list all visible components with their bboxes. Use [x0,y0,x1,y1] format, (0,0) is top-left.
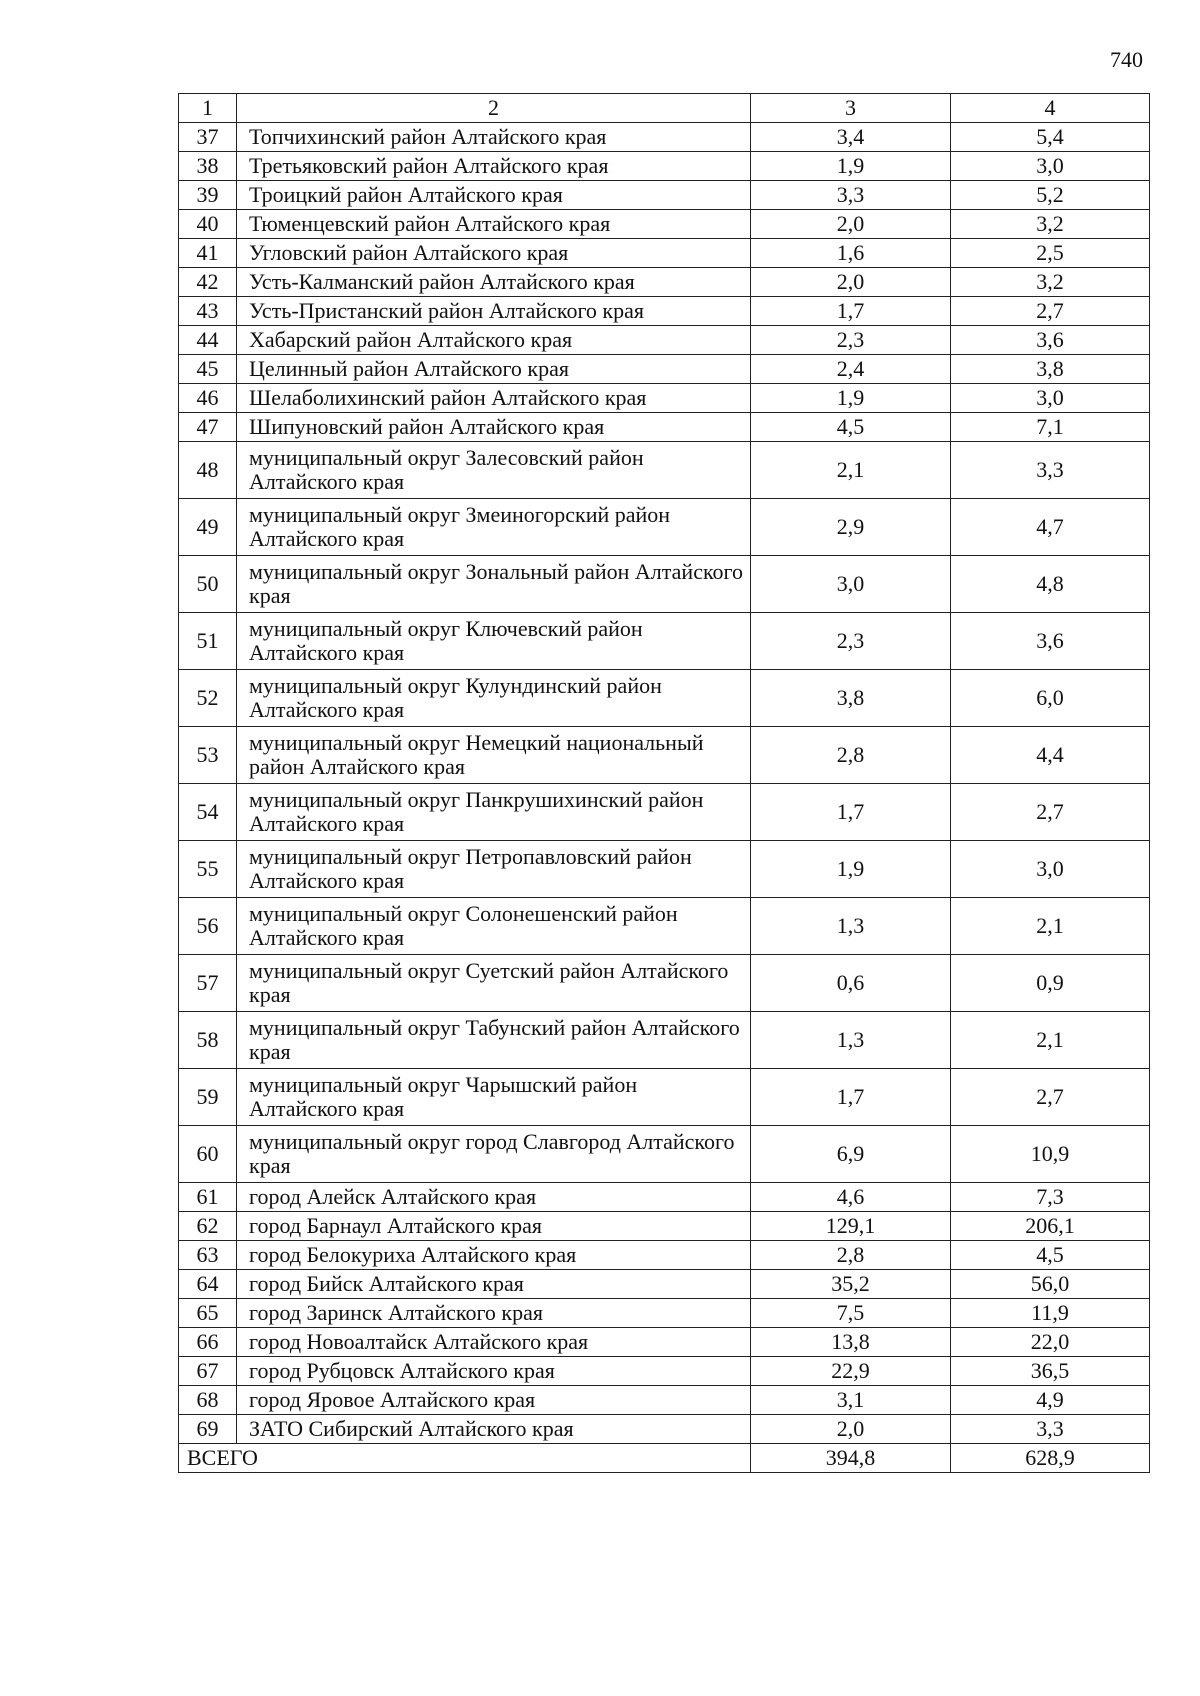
row-value-col4: 4,5 [951,1241,1150,1270]
row-value-col4: 5,2 [951,181,1150,210]
table-row [179,181,1150,210]
table-row [179,499,1150,556]
row-value-col3: 1,3 [751,898,951,955]
row-name: Шипуновский район Алтайского края [237,413,751,442]
row-value-col3: 2,4 [751,355,951,384]
row-number: 53 [179,727,237,784]
row-number: 54 [179,784,237,841]
total-label: ВСЕГО [179,1444,751,1473]
table-row [179,613,1150,670]
table-row [179,1299,1150,1328]
row-value-col3: 0,6 [751,955,951,1012]
row-number: 62 [179,1212,237,1241]
row-name: Топчихинский район Алтайского края [237,123,751,152]
row-name: город Алейск Алтайского края [237,1183,751,1212]
row-value-col3: 4,6 [751,1183,951,1212]
row-name: город Рубцовск Алтайского края [237,1357,751,1386]
row-value-col4: 56,0 [951,1270,1150,1299]
row-number: 64 [179,1270,237,1299]
row-value-col3: 1,3 [751,1012,951,1069]
row-value-col3: 1,9 [751,384,951,413]
row-value-col3: 2,8 [751,727,951,784]
row-value-col4: 7,3 [951,1183,1150,1212]
row-number: 59 [179,1069,237,1126]
total-value-c4: 628,9 [951,1444,1150,1473]
row-value-col4: 10,9 [951,1126,1150,1183]
row-number: 40 [179,210,237,239]
table-row [179,1069,1150,1126]
row-name: Тюменцевский район Алтайского края [237,210,751,239]
table-row [179,326,1150,355]
row-number: 45 [179,355,237,384]
row-number: 57 [179,955,237,1012]
row-value-col4: 3,3 [951,1415,1150,1444]
row-value-col4: 2,7 [951,1069,1150,1126]
row-name: муниципальный округ Ключевский район Алтайского края [237,613,751,670]
row-value-col4: 3,6 [951,326,1150,355]
row-value-col3: 4,5 [751,413,951,442]
row-value-col3: 2,8 [751,1241,951,1270]
row-value-col4: 0,9 [951,955,1150,1012]
row-name: муниципальный округ Змеиногорский район Алтайского края [237,499,751,556]
row-value-col4: 3,6 [951,613,1150,670]
row-value-col4: 4,8 [951,556,1150,613]
row-value-col4: 3,2 [951,210,1150,239]
row-value-col4: 22,0 [951,1328,1150,1357]
row-name: муниципальный округ Суетский район Алтайского края [237,955,751,1012]
row-number: 65 [179,1299,237,1328]
row-value-col3: 2,9 [751,499,951,556]
table-row [179,1126,1150,1183]
row-name: муниципальный округ Солонешенский район Алтайского края [237,898,751,955]
row-number: 51 [179,613,237,670]
table-row [179,442,1150,499]
row-name: муниципальный округ Немецкий национальный район Алтайского края [237,727,751,784]
table-row [179,413,1150,442]
row-name: город Новоалтайск Алтайского края [237,1328,751,1357]
row-name: Целинный район Алтайского края [237,355,751,384]
row-value-col3: 2,0 [751,268,951,297]
row-number: 68 [179,1386,237,1415]
row-name: Хабарский район Алтайского края [237,326,751,355]
row-value-col4: 11,9 [951,1299,1150,1328]
row-name: муниципальный округ Петропавловский район Алтайского края [237,841,751,898]
row-value-col4: 3,0 [951,152,1150,181]
row-name: муниципальный округ Табунский район Алтайского края [237,1012,751,1069]
table-row [179,239,1150,268]
row-number: 66 [179,1328,237,1357]
row-value-col3: 3,1 [751,1386,951,1415]
table-row [179,1386,1150,1415]
table-row [179,1270,1150,1299]
row-value-col4: 206,1 [951,1212,1150,1241]
row-name: ЗАТО Сибирский Алтайского края [237,1415,751,1444]
table-row [179,955,1150,1012]
table-row [179,670,1150,727]
row-name: муниципальный округ Зональный район Алтайского края [237,556,751,613]
row-value-col4: 5,4 [951,123,1150,152]
table-row [179,384,1150,413]
table-row [179,297,1150,326]
row-value-col3: 1,9 [751,152,951,181]
row-value-col3: 3,8 [751,670,951,727]
table-row [179,1012,1150,1069]
row-value-col4: 2,7 [951,297,1150,326]
row-name: город Бийск Алтайского края [237,1270,751,1299]
row-number: 47 [179,413,237,442]
header-col-4: 4 [951,94,1150,123]
row-number: 55 [179,841,237,898]
row-number: 42 [179,268,237,297]
row-number: 61 [179,1183,237,1212]
table-row [179,1212,1150,1241]
row-name: Угловский район Алтайского края [237,239,751,268]
row-name: Усть-Калманский район Алтайского края [237,268,751,297]
table-row [179,1328,1150,1357]
row-value-col3: 13,8 [751,1328,951,1357]
row-number: 50 [179,556,237,613]
table-row [179,355,1150,384]
row-value-col4: 6,0 [951,670,1150,727]
row-number: 56 [179,898,237,955]
row-name: Третьяковский район Алтайского края [237,152,751,181]
row-value-col3: 129,1 [751,1212,951,1241]
row-number: 46 [179,384,237,413]
table-row [179,556,1150,613]
header-col-2: 2 [237,94,751,123]
data-table [178,93,1150,1473]
row-value-col3: 7,5 [751,1299,951,1328]
row-name: муниципальный округ Панкрушихинский район Алтайского края [237,784,751,841]
row-name: город Яровое Алтайского края [237,1386,751,1415]
row-value-col3: 3,3 [751,181,951,210]
row-value-col3: 1,6 [751,239,951,268]
row-value-col4: 4,9 [951,1386,1150,1415]
table-row [179,152,1150,181]
header-col-3: 3 [751,94,951,123]
row-number: 69 [179,1415,237,1444]
table-total-row [179,1444,1150,1473]
row-number: 43 [179,297,237,326]
row-value-col3: 3,4 [751,123,951,152]
row-number: 63 [179,1241,237,1270]
row-number: 58 [179,1012,237,1069]
page-number: 740 [1110,47,1143,72]
table-row [179,1357,1150,1386]
table-row [179,268,1150,297]
row-value-col3: 1,7 [751,784,951,841]
row-value-col3: 2,3 [751,326,951,355]
row-value-col3: 2,0 [751,1415,951,1444]
row-value-col4: 2,1 [951,898,1150,955]
table-row [179,841,1150,898]
row-number: 52 [179,670,237,727]
row-number: 67 [179,1357,237,1386]
row-value-col4: 3,3 [951,442,1150,499]
row-value-col3: 2,0 [751,210,951,239]
row-value-col3: 1,9 [751,841,951,898]
row-value-col3: 2,3 [751,613,951,670]
row-value-col4: 2,5 [951,239,1150,268]
row-value-col4: 4,4 [951,727,1150,784]
row-name: город Барнаул Алтайского края [237,1212,751,1241]
row-value-col3: 1,7 [751,1069,951,1126]
row-number: 39 [179,181,237,210]
row-name: Усть-Пристанский район Алтайского края [237,297,751,326]
header-col-1: 1 [179,94,237,123]
row-name: муниципальный округ Залесовский район Алтайского края [237,442,751,499]
table-row [179,1415,1150,1444]
row-number: 41 [179,239,237,268]
total-value-c3: 394,8 [751,1444,951,1473]
row-number: 37 [179,123,237,152]
row-value-col4: 3,8 [951,355,1150,384]
table-row [179,784,1150,841]
row-number: 44 [179,326,237,355]
row-value-col3: 3,0 [751,556,951,613]
row-value-col4: 4,7 [951,499,1150,556]
row-name: муниципальный округ Чарышский район Алтайского края [237,1069,751,1126]
table-row [179,898,1150,955]
table-row [179,727,1150,784]
row-value-col4: 3,0 [951,384,1150,413]
row-value-col4: 2,7 [951,784,1150,841]
table-row [179,123,1150,152]
row-value-col4: 3,0 [951,841,1150,898]
row-value-col3: 6,9 [751,1126,951,1183]
row-name: муниципальный округ Кулундинский район Алтайского края [237,670,751,727]
table-header-row [179,94,1150,123]
row-name: город Белокуриха Алтайского края [237,1241,751,1270]
row-number: 48 [179,442,237,499]
row-number: 38 [179,152,237,181]
table-row [179,210,1150,239]
table-row [179,1241,1150,1270]
row-value-col3: 1,7 [751,297,951,326]
row-number: 60 [179,1126,237,1183]
row-value-col4: 36,5 [951,1357,1150,1386]
row-value-col4: 3,2 [951,268,1150,297]
table-body [179,94,1150,1473]
row-name: муниципальный округ город Славгород Алтайского края [237,1126,751,1183]
row-name: Шелаболихинский район Алтайского края [237,384,751,413]
row-value-col4: 7,1 [951,413,1150,442]
row-value-col3: 35,2 [751,1270,951,1299]
row-name: Троицкий район Алтайского края [237,181,751,210]
table-row [179,1183,1150,1212]
row-name: город Заринск Алтайского края [237,1299,751,1328]
row-number: 49 [179,499,237,556]
row-value-col3: 2,1 [751,442,951,499]
row-value-col3: 22,9 [751,1357,951,1386]
row-value-col4: 2,1 [951,1012,1150,1069]
